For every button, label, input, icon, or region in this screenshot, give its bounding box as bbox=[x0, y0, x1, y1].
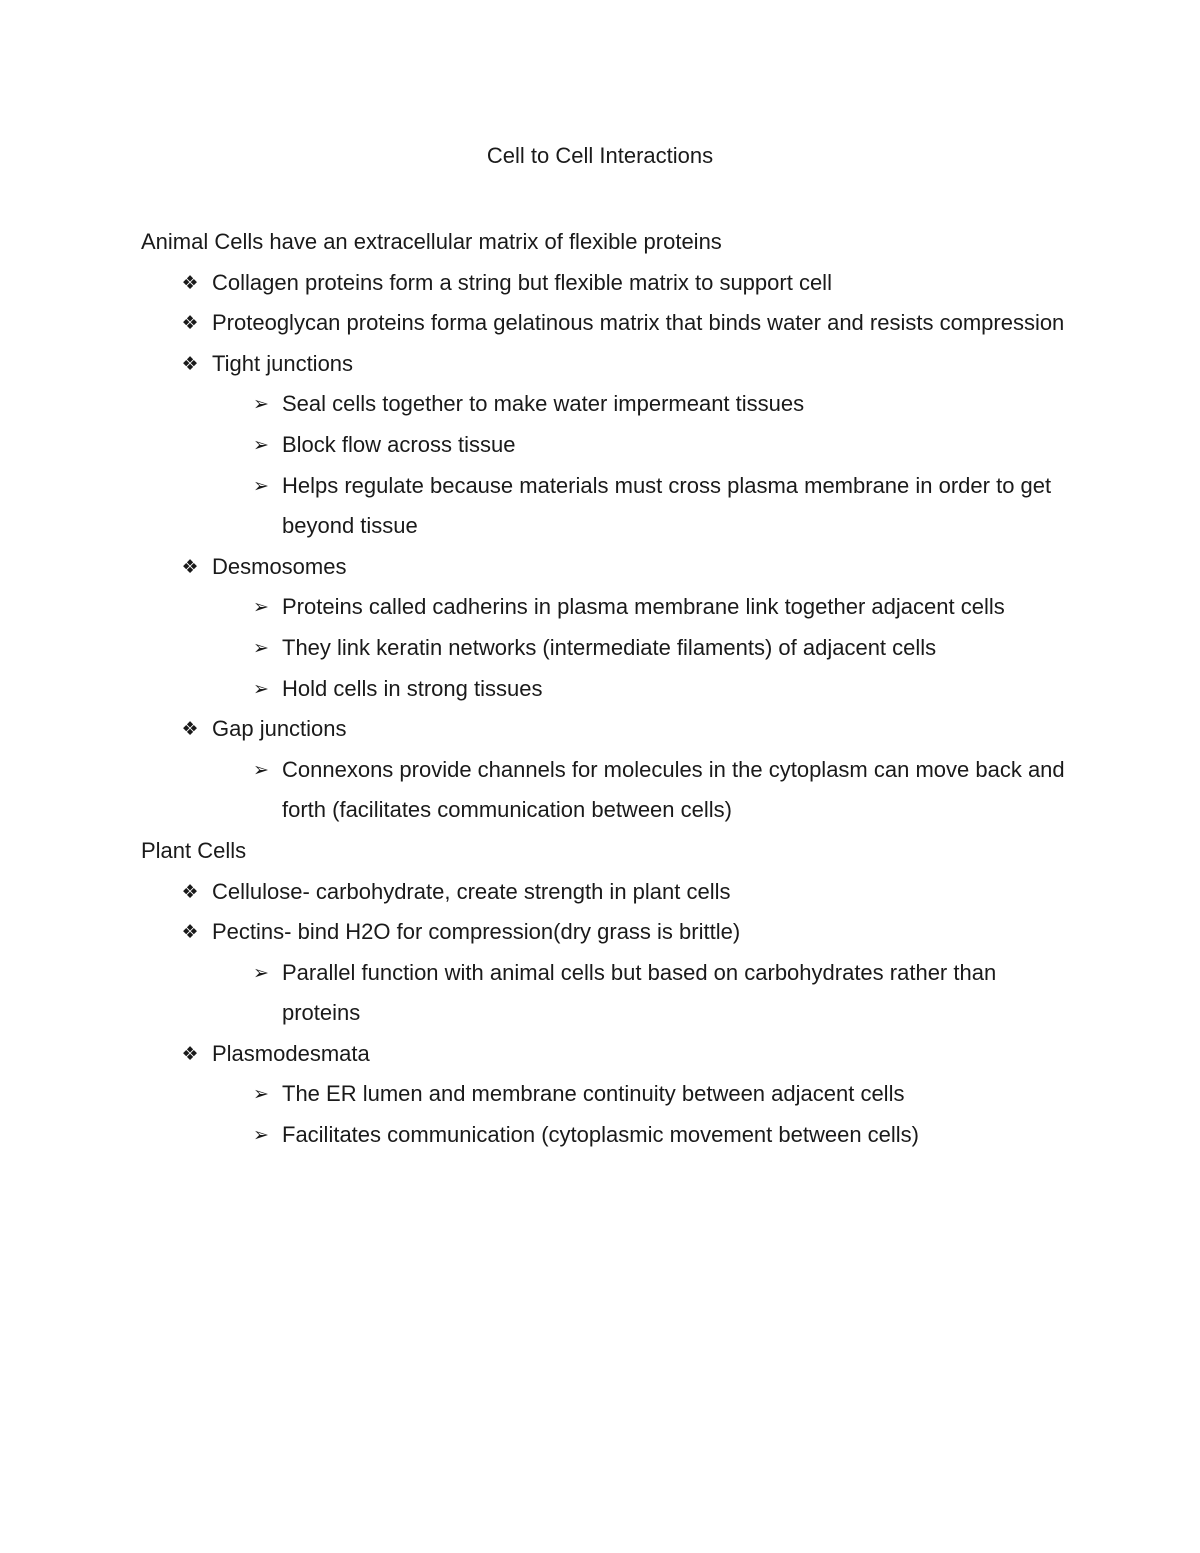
arrow-bullet-icon: ➢ bbox=[253, 474, 269, 497]
list-item bbox=[141, 912, 1071, 1034]
diamond-bullet-icon: ❖ bbox=[181, 312, 199, 335]
list-item-text: Collagen proteins form a string but flexible matrix to support cell bbox=[212, 269, 832, 295]
sub-bullet-list bbox=[212, 587, 1071, 709]
section-heading: Animal Cells have an extracellular matrix of flexible proteins bbox=[141, 229, 722, 254]
arrow-bullet-icon: ➢ bbox=[253, 677, 269, 700]
list-item-text: Cellulose- carbohydrate, create strength in plant cells bbox=[212, 878, 731, 904]
sub-list-item bbox=[212, 587, 1071, 628]
sub-list-item-text: Seal cells together to make water impermeant tissues bbox=[282, 391, 805, 417]
arrow-bullet-icon: ➢ bbox=[253, 758, 269, 781]
list-item-text: Pectins- bind H2O for compression(dry grass is brittle) bbox=[212, 919, 741, 945]
sub-list-item bbox=[212, 1074, 1071, 1115]
list-item-text: Plasmodesmata bbox=[212, 1040, 370, 1066]
diamond-bullet-icon: ❖ bbox=[181, 921, 199, 944]
list-item bbox=[141, 872, 1071, 913]
arrow-bullet-icon: ➢ bbox=[253, 393, 269, 416]
sub-bullet-list bbox=[212, 750, 1071, 831]
bullet-list bbox=[141, 872, 1071, 1156]
sub-list-item bbox=[212, 750, 1071, 831]
arrow-bullet-icon: ➢ bbox=[253, 433, 269, 456]
sub-list-item-text: They link keratin networks (intermediate filaments) of adjacent cells bbox=[282, 634, 937, 660]
sub-list-item-text: Connexons provide channels for molecules in the cytoplasm can move back and forth (facilitates communication between cells) bbox=[282, 756, 1065, 823]
sub-list-item-text: Parallel function with animal cells but based on carbohydrates rather than proteins bbox=[282, 959, 997, 1026]
diamond-bullet-icon: ❖ bbox=[181, 718, 199, 741]
sub-list-item bbox=[212, 669, 1071, 710]
arrow-bullet-icon: ➢ bbox=[253, 961, 269, 984]
list-item bbox=[141, 1034, 1071, 1156]
list-item bbox=[141, 263, 1071, 304]
section-plant-cells bbox=[141, 831, 1071, 1156]
sub-bullet-list bbox=[212, 1074, 1071, 1155]
sub-list-item bbox=[212, 953, 1071, 1034]
diamond-bullet-icon: ❖ bbox=[181, 352, 199, 375]
arrow-bullet-icon: ➢ bbox=[253, 596, 269, 619]
diamond-bullet-icon: ❖ bbox=[181, 271, 199, 294]
diamond-bullet-icon: ❖ bbox=[181, 555, 199, 578]
list-item bbox=[141, 547, 1071, 709]
bullet-list bbox=[141, 263, 1071, 831]
sub-list-item bbox=[212, 384, 1071, 425]
section-animal-cells bbox=[141, 222, 1071, 831]
sub-list-item bbox=[212, 425, 1071, 466]
list-item-text: Proteoglycan proteins forma gelatinous matrix that binds water and resists compression bbox=[212, 310, 1065, 336]
sub-list-item-text: Helps regulate because materials must cross plasma membrane in order to get beyond tissue bbox=[282, 472, 1052, 539]
sub-bullet-list bbox=[212, 384, 1071, 546]
sub-list-item bbox=[212, 628, 1071, 669]
diamond-bullet-icon: ❖ bbox=[181, 1042, 199, 1065]
list-item bbox=[141, 344, 1071, 547]
arrow-bullet-icon: ➢ bbox=[253, 1124, 269, 1147]
document-title: Cell to Cell Interactions bbox=[486, 143, 714, 168]
arrow-bullet-icon: ➢ bbox=[253, 636, 269, 659]
diamond-bullet-icon: ❖ bbox=[181, 880, 199, 903]
section-heading: Plant Cells bbox=[141, 837, 247, 863]
list-item-text: Tight junctions bbox=[212, 350, 354, 376]
sub-list-item bbox=[212, 466, 1071, 547]
list-item bbox=[141, 303, 1071, 344]
arrow-bullet-icon: ➢ bbox=[253, 1083, 269, 1106]
list-item-text: Gap junctions bbox=[212, 716, 347, 742]
sub-list-item-text: The ER lumen and membrane continuity between adjacent cells bbox=[282, 1081, 905, 1107]
list-item-text: Desmosomes bbox=[212, 553, 347, 579]
sub-list-item-text: Facilitates communication (cytoplasmic movement between cells) bbox=[282, 1122, 920, 1148]
sub-list-item-text: Hold cells in strong tissues bbox=[282, 675, 543, 701]
document-body bbox=[141, 222, 1071, 1156]
sub-list-item bbox=[212, 1115, 1071, 1156]
list-item bbox=[141, 709, 1071, 831]
sub-list-item-text: Proteins called cadherins in plasma membrane link together adjacent cells bbox=[282, 594, 1005, 620]
sub-bullet-list bbox=[212, 953, 1071, 1034]
sub-list-item-text: Block flow across tissue bbox=[282, 431, 516, 457]
